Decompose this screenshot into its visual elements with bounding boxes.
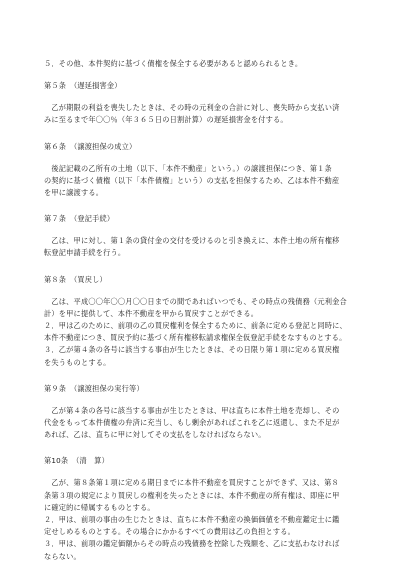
section-heading: 第８条 （買戻し） [44,274,107,284]
section-line: を甲に譲渡する。 [44,188,104,198]
section-line: 乙が期限の利益を喪失したときは、その時の元利金の合計に対し、喪失時から支払い済 [44,103,340,113]
section-line: を失うものとする。 [44,357,111,367]
section-line: 代金をもって本件債権の弁済に充当し、もし剰余があればこれを乙に返還し、また不足が [44,418,340,428]
section-heading: 第７条 （登記手続） [44,214,115,224]
section-line: 定せしめるものとする。その場合にかかるすべての費用は乙の負担とする。 [44,527,296,537]
section-line: 計）を甲に提供して、本件不動産を甲から買戻すことができる。 [44,308,259,318]
intro-line: ５．その他、本件契約に基づく債権を保全する必要があると認められるとき。 [44,59,303,68]
section-line: ２．甲は、前項の事由の生じたときは、直ちに本件不動産の換価価値を不動産鑑定士に鑑 [44,515,340,525]
section-line: ３．乙が第４条の各号に該当する事由が生じたときは、その日限り第１項に定める買戻権 [44,345,340,355]
section-line: 条第３項の規定により買戻しの権利を失ったときには、本件不動産の所有権は、即座に甲 [44,490,340,500]
section-line: あれば、乙は、直ちに甲に対してその支払をしなければならない。 [44,430,266,440]
section-line: 転登記申請手続を行う。 [44,248,126,258]
section-line: 後記記載の乙所有の土地（以下、「本件不動産」という。）の譲渡担保につき、第１条 [44,163,332,173]
section-line: の契約に基づく債権（以下「本件債権」という）の支払を担保するため、乙は本件不動産 [44,175,340,185]
section-heading: 第５条 （遅延損害金） [44,81,122,91]
sections-container [44,80,366,577]
section-line: 乙が、第８条第１項に定める期日までに本件不動産を買戻すことができず、又は、第８ [44,478,339,488]
section-line: ならない。 [44,551,81,561]
section-line: 乙は、甲に対し、第１条の貸付金の交付を受けるのと引き換えに、本件土地の所有権移 [44,236,340,246]
section-line: 乙は、平成〇〇年〇〇月〇〇日までの間であればいつでも、その時点の残債務（元利金合 [44,296,347,306]
section-line: みに至るまで年〇〇％（年３６５日の日割計算）の遅延損害金を付する。 [44,115,288,125]
section-line: 乙が第４条の各号に該当する事由が生じたときは、甲は直ちに本件土地を売却し、その [44,405,340,415]
section-line: ２．甲は乙のために、前項の乙の買戻権利を保全するために、前条に定める登記と同時に、 [44,321,347,331]
section-line: ３．甲は、前項の鑑定価額からその時点の残債務を控除した残額を、乙に支払わなければ [44,539,340,549]
section-heading: 第９条 （譲渡担保の実行等） [44,383,144,393]
section-line: 本件不動産につき、買戻予約に基づく所有権移転請求権保全仮登記手続をなすものとする。 [44,333,347,343]
section-heading: 第10条 （清 算） [44,456,110,466]
section-line: に確定的に帰属するものとする。 [44,502,155,512]
section-heading: 第６条 （譲渡担保の成立） [44,141,137,151]
